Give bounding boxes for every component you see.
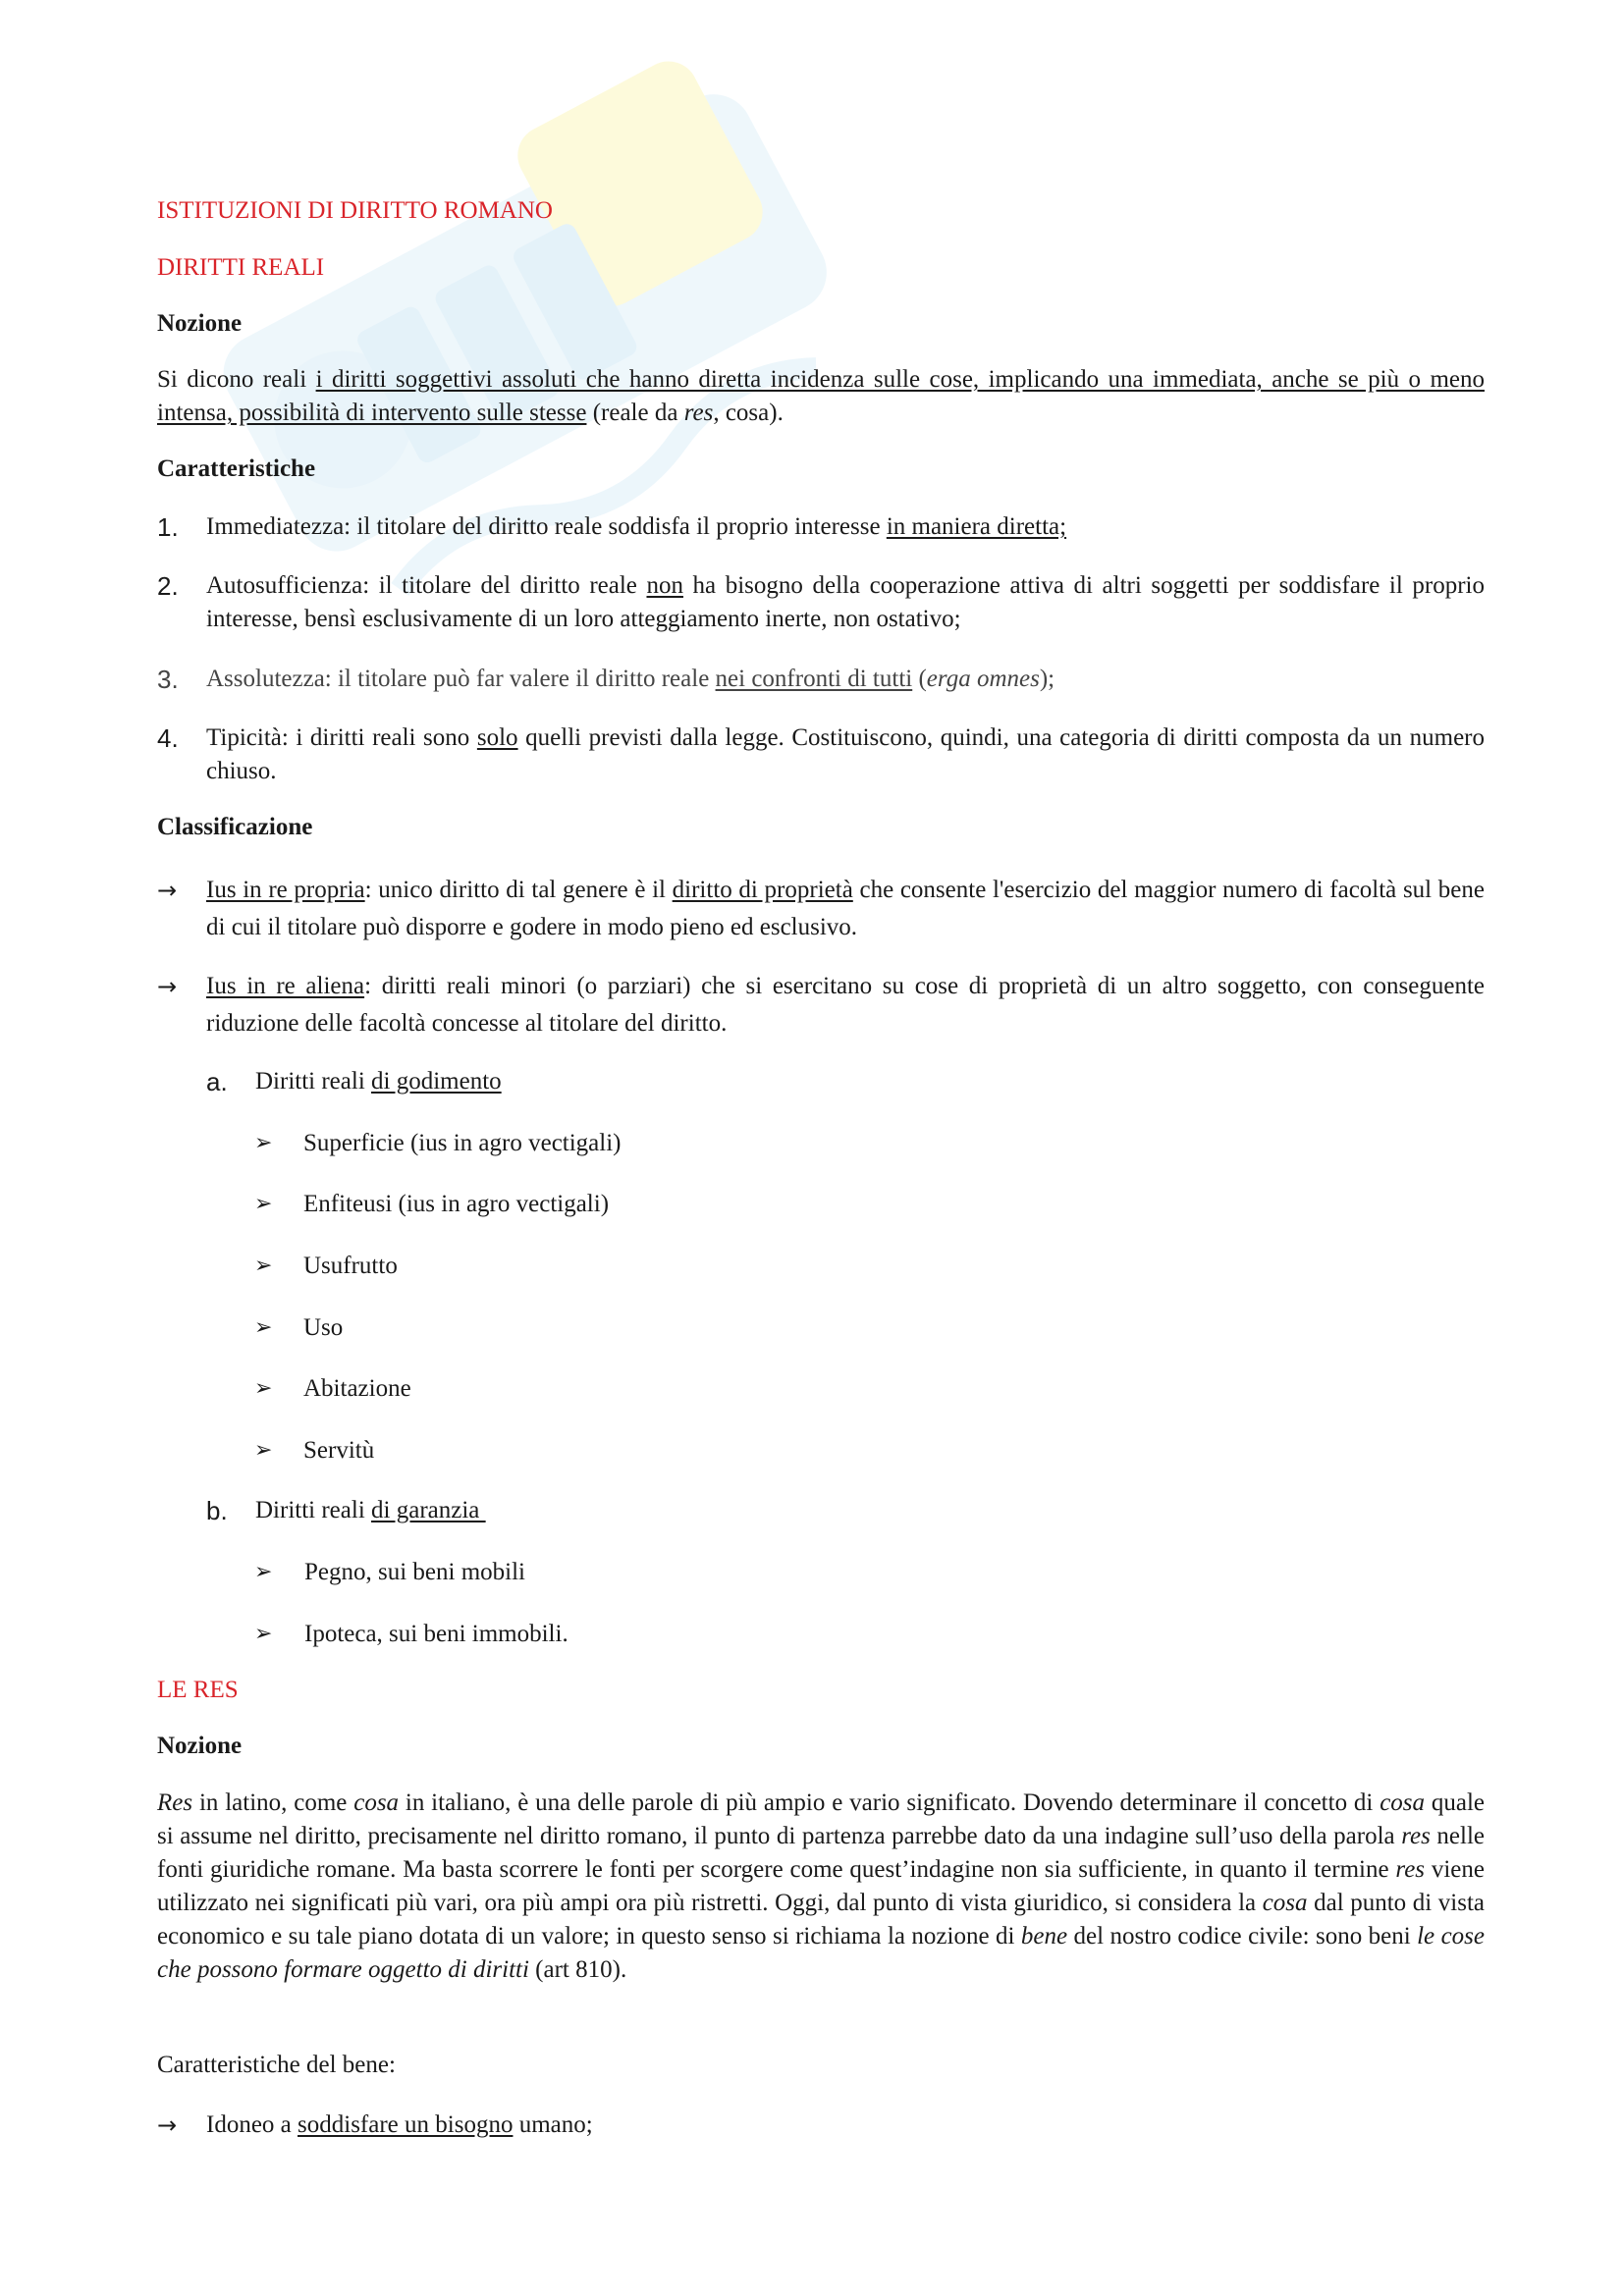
text-span: ); xyxy=(1039,666,1055,692)
text-span: in italiano, è una delle parole di più ampio e vario significato. Dovendo determinare il concetto di xyxy=(399,1789,1380,1816)
chevron-bullet-icon: ➢ xyxy=(254,1254,273,1278)
text-span: che consente l'esercizio del maggior numero di facoltà sul bene di cui il titolare può disporre e godere in modo pieno ed esclusivo. xyxy=(206,877,1485,940)
bullet-text: Superficie (ius in agro vectigali) xyxy=(303,1130,622,1156)
document-page xyxy=(157,0,1485,2296)
italic-span: cosa xyxy=(1262,1890,1308,1916)
italic-span: Res xyxy=(157,1789,193,1816)
underlined-span: nei confronti di tutti xyxy=(715,666,913,692)
document-title: ISTITUZIONI DI DIRITTO ROMANO xyxy=(157,197,553,224)
chevron-bullet-icon: ➢ xyxy=(254,1192,273,1216)
chevron-bullet-icon: ➢ xyxy=(254,1438,273,1463)
chevron-bullet-icon: ➢ xyxy=(254,1131,273,1155)
heading-nozione: Nozione xyxy=(157,310,243,337)
heading-classificazione: Classificazione xyxy=(157,814,313,840)
underlined-span: Ius in re propria xyxy=(206,877,365,903)
text-span: quale si assume nel diritto, precisamente nel diritto romano, il punto di partenza parrebbe dato da una indagine sull’uso della parola xyxy=(157,1789,1486,1849)
text-span: Diritti reali xyxy=(255,1068,372,1095)
arrow-icon: → xyxy=(157,973,178,1000)
chevron-bullet-icon: ➢ xyxy=(254,1315,273,1340)
bullet-text: Abitazione xyxy=(303,1375,411,1402)
underlined-span: non xyxy=(646,572,683,599)
text-span: Autosufficienza: il titolare del diritto reale xyxy=(206,572,647,599)
underlined-span: diritto di proprietà xyxy=(672,877,853,903)
text-span: : unico diritto di tal genere è il xyxy=(364,877,673,903)
list-number: 2. xyxy=(157,571,179,601)
paragraph-nozione xyxy=(157,363,1485,430)
text-span: (reale da xyxy=(586,400,684,426)
text-span: , cosa). xyxy=(713,400,784,426)
text-span: Si dicono reali xyxy=(157,366,316,393)
italic-span: res xyxy=(1401,1823,1431,1849)
italic-span: cosa xyxy=(353,1789,400,1816)
text-span: Assolutezza: il titolare può far valere il diritto reale xyxy=(206,666,716,692)
heading-caratteristiche: Caratteristiche xyxy=(157,455,316,482)
underlined-span: solo xyxy=(476,724,518,751)
list-number: 4. xyxy=(157,723,179,753)
bullet-text: Uso xyxy=(303,1314,344,1341)
underlined-span: di godimento xyxy=(371,1068,502,1095)
text-span: umano; xyxy=(513,2111,593,2138)
text-span: dal punto di vista economico e su tale piano dotata di un valore; in questo senso si richiama la nozione di xyxy=(157,1890,1485,1949)
underlined-span: in maniera diretta; xyxy=(886,513,1067,540)
underlined-span: soddisfare un bisogno xyxy=(298,2111,514,2138)
text-span: Idoneo a xyxy=(206,2111,298,2138)
text-span: Immediatezza: il titolare del diritto reale soddisfa il proprio interesse xyxy=(206,513,887,540)
text-span: Diritti reali xyxy=(255,1497,372,1523)
chevron-bullet-icon: ➢ xyxy=(254,1560,273,1584)
text-span: ha bisogno della cooperazione attiva di altri soggetti per soddisfare il proprio interesse, bensì esclusivamente di un loro atteggiamento inerte, non ostativo; xyxy=(206,572,1485,632)
text-span: (art 810). xyxy=(528,1956,627,1983)
heading-nozione-res: Nozione xyxy=(157,1733,243,1759)
list-number: 1. xyxy=(157,512,179,542)
text-span: del nostro codice civile: sono beni xyxy=(1067,1923,1418,1949)
bullet-text: Enfiteusi (ius in agro vectigali) xyxy=(303,1191,610,1217)
italic-span: cosa xyxy=(1380,1789,1426,1816)
arrow-icon: → xyxy=(157,2111,178,2139)
text-span: nelle fonti giuridiche romane. Ma basta scorrere le fonti per scorgere come quest’indagine non sia sufficiente, in quanto il termine xyxy=(157,1823,1486,1883)
italic-span: res xyxy=(1395,1856,1426,1883)
bullet-text: Usufrutto xyxy=(303,1253,398,1279)
italic-span: erga omnes xyxy=(926,666,1040,692)
section-heading-diritti-reali: DIRITTI REALI xyxy=(157,254,325,281)
underlined-span: di garanzia xyxy=(371,1497,486,1523)
underlined-span: Ius in re aliena xyxy=(206,973,365,999)
list-letter: a. xyxy=(206,1067,228,1096)
bullet-text: Pegno, sui beni mobili xyxy=(304,1559,525,1585)
chevron-bullet-icon: ➢ xyxy=(254,1622,273,1646)
paragraph-res xyxy=(157,1787,1485,1987)
text-span: viene utilizzato nei significati più vari, ora più ampi ora più ristretti. Oggi, dal punto di vista giuridico, si considera la xyxy=(157,1856,1485,1916)
underlined-span: i diritti soggettivi assoluti che hanno diretta incidenza sulle cose, implicando una immediata, anche se più o meno intensa, possibilità di intervento sulle stesse xyxy=(157,366,1485,426)
text-span: Tipicità: i diritti reali sono xyxy=(206,724,477,751)
arrow-icon: → xyxy=(157,877,178,904)
bullet-text: Ipoteca, sui beni immobili. xyxy=(304,1621,568,1647)
list-number: 3. xyxy=(157,665,179,694)
text-span: : diritti reali minori (o parziari) che si esercitano su cose di proprietà di un altro soggetto, con conseguente riduzione delle facoltà concesse al titolare del diritto. xyxy=(206,973,1485,1037)
italic-span: le cose che possono formare oggetto di diritti xyxy=(157,1923,1486,1983)
chevron-bullet-icon: ➢ xyxy=(254,1376,273,1401)
text-span: quelli previsti dalla legge. Costituiscono, quindi, una categoria di diritti composta da un numero chiuso. xyxy=(206,724,1485,784)
italic-span: bene xyxy=(1020,1923,1068,1949)
bullet-text: Servitù xyxy=(303,1437,375,1464)
text-span: ( xyxy=(912,666,927,692)
list-letter: b. xyxy=(206,1496,228,1525)
italic-span: res xyxy=(683,400,714,426)
text-span: in latino, come xyxy=(192,1789,354,1816)
section-heading-le-res: LE RES xyxy=(157,1677,239,1703)
caratteristiche-bene-label: Caratteristiche del bene: xyxy=(157,2052,396,2078)
